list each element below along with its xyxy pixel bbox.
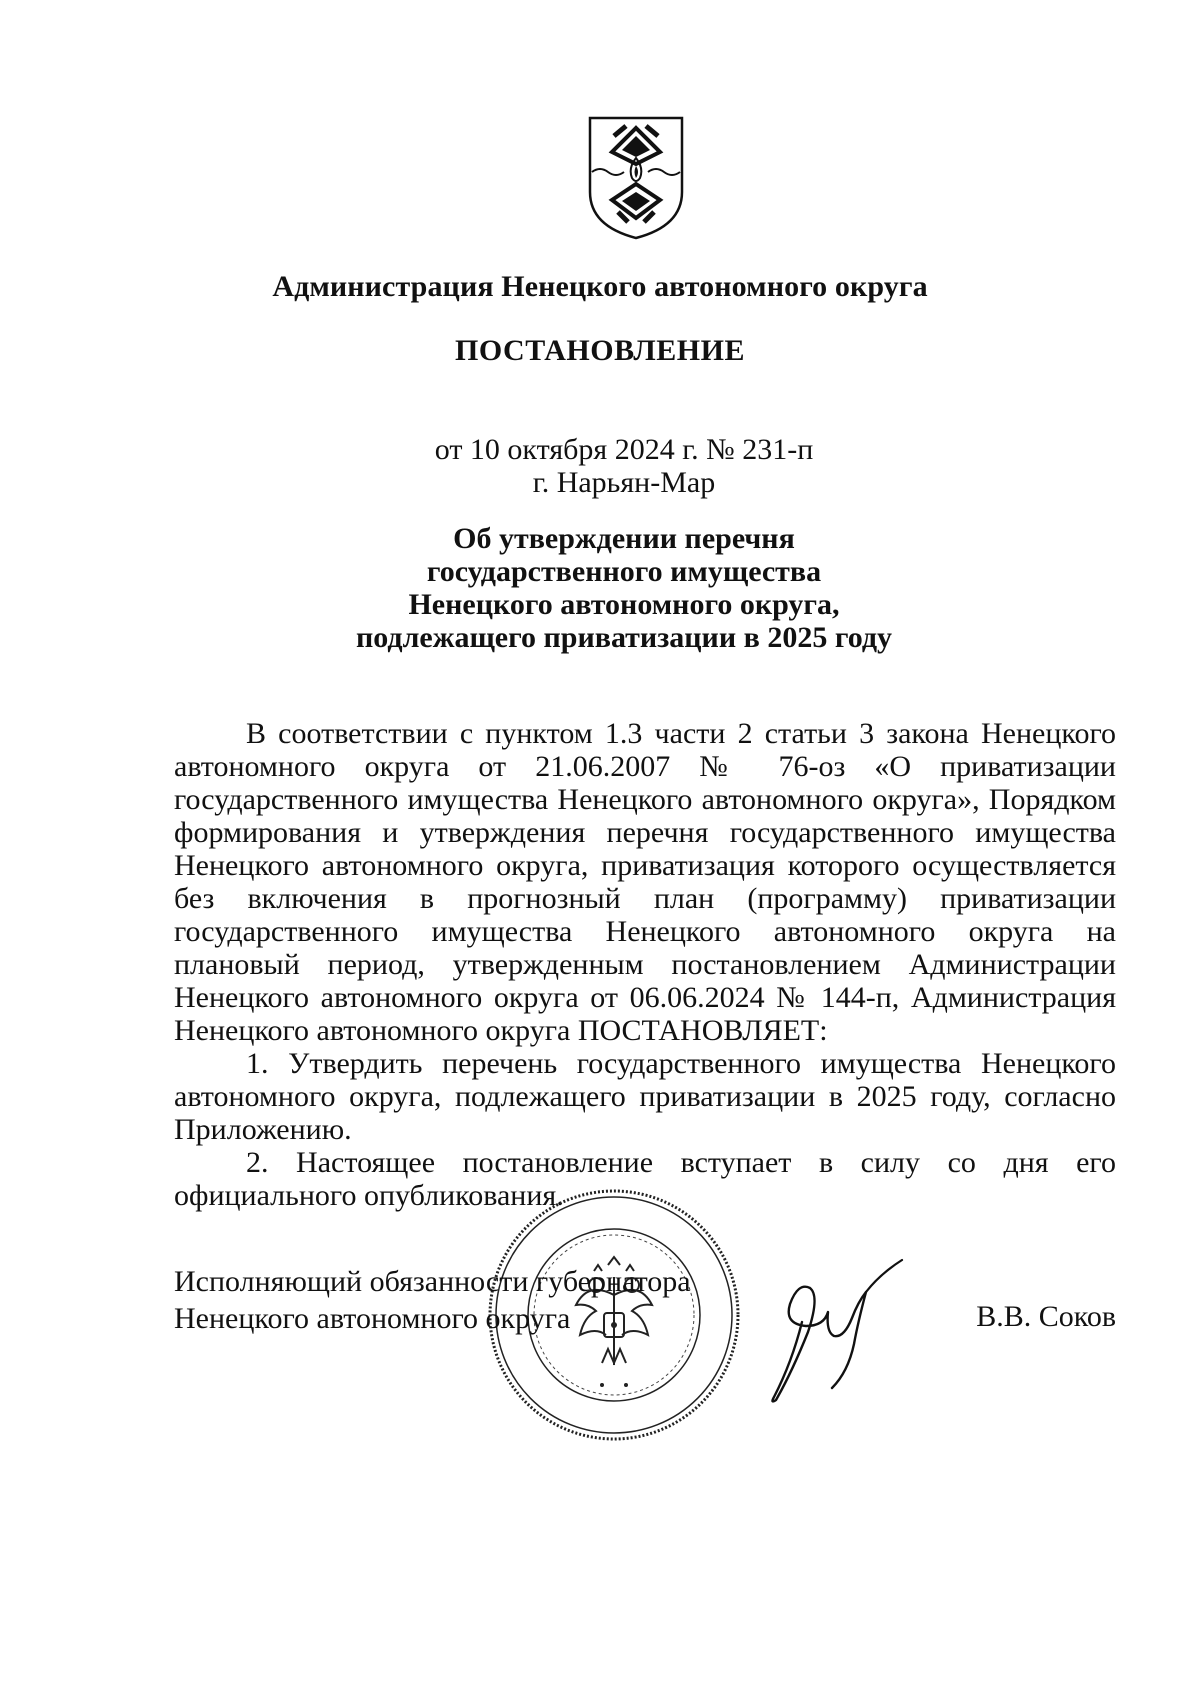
coat-of-arms-icon bbox=[586, 114, 686, 242]
signatory-position-line: Исполняющий обязанности губернатора bbox=[174, 1265, 691, 1298]
signatory-name: В.В. Соков bbox=[976, 1300, 1116, 1333]
document-date-number: от 10 октября 2024 г. № 231-п bbox=[434, 433, 814, 466]
body-paragraph: 2. Настоящее постановление вступает в силу со дня его официального опубликования. bbox=[174, 1146, 1116, 1212]
signatory-position bbox=[174, 1263, 691, 1337]
document-type-heading: ПОСТАНОВЛЕНИЕ bbox=[455, 334, 745, 367]
body-paragraph: 1. Утвердить перечень государственного имущества Ненецкого автономного округа, подлежащего приватизации в 2025 году, согласно Приложению. bbox=[174, 1047, 1116, 1146]
handwritten-signature-icon bbox=[762, 1252, 912, 1412]
subject-line: подлежащего приватизации в 2025 году bbox=[355, 621, 892, 654]
subject-line: Об утверждении перечня bbox=[453, 522, 795, 555]
organization-title: Администрация Ненецкого автономного округа bbox=[272, 270, 928, 303]
subject-line: Ненецкого автономного округа, bbox=[408, 588, 840, 621]
subject-line: государственного имущества bbox=[426, 555, 822, 588]
document-city: г. Нарьян-Мар bbox=[532, 466, 716, 499]
document-body bbox=[174, 717, 1116, 1212]
body-paragraph: В соответствии с пунктом 1.3 части 2 статьи 3 закона Ненецкого автономного округа от 21.06.2007 № 76-оз «О приватизации государственного имущества Ненецкого автономного округа», Порядком формирования и утверждения перечня государственного имущества Ненецкого автономного округа, приватизация которого осуществляется без включения в прогнозный план (программу) приватизации государственного имущества Ненецкого автономного округа на плановый период, утвержденным постановлением Администрации Ненецкого автономного округа от 06.06.2024 № 144-п, Администрация Ненецкого автономного округа ПОСТАНОВЛЯЕТ: bbox=[174, 717, 1116, 1047]
signatory-position-line: Ненецкого автономного округа bbox=[174, 1302, 571, 1335]
document-subject bbox=[0, 522, 1200, 654]
